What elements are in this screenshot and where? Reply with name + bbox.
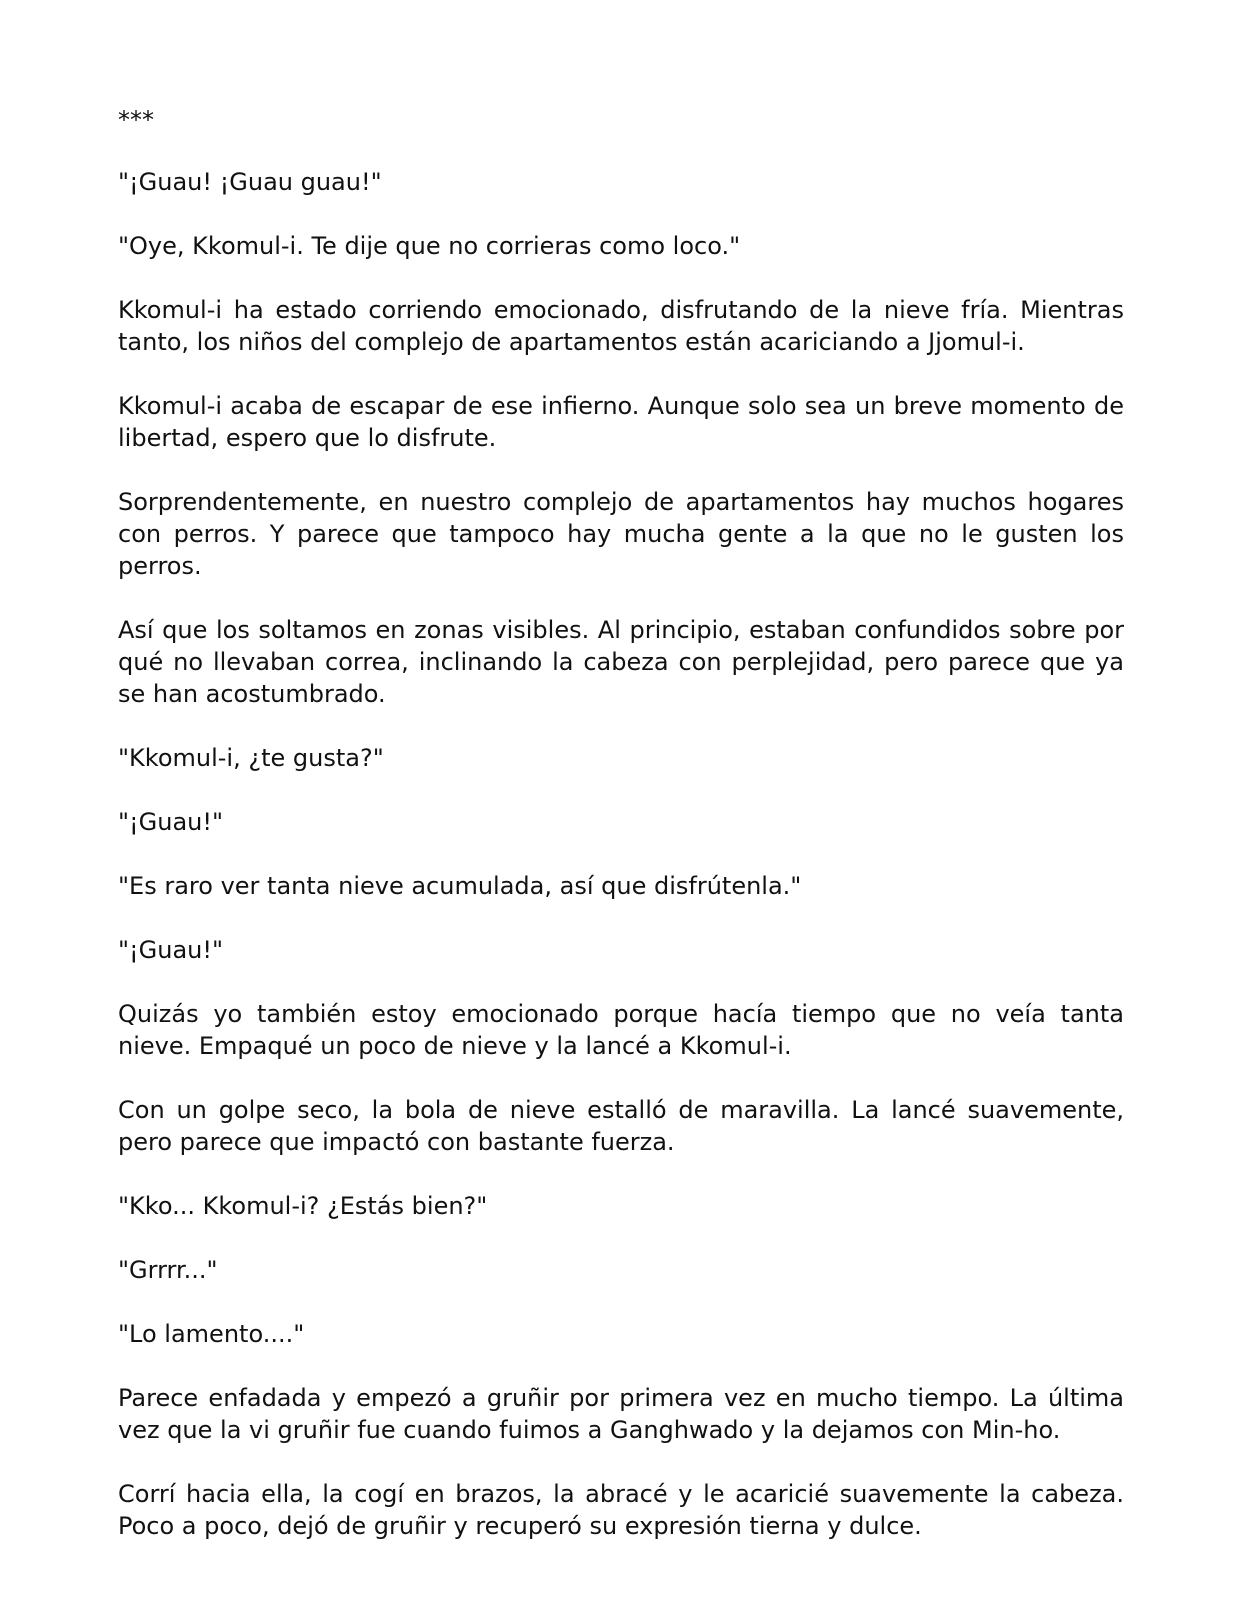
dialogue-line: "¡Guau! ¡Guau guau!": [118, 168, 382, 196]
narrative-paragraph: Así que los soltamos en zonas visibles. Al principio, estaban confundidos sobre por qué no llevaban correa, inclinando la cabeza con perplejidad, pero parece que ya se han acostumbrado.: [118, 616, 1124, 708]
dialogue-line: "Es raro ver tanta nieve acumulada, así que disfrútenla.": [118, 872, 802, 900]
narrative-paragraph: Kkomul-i acaba de escapar de ese infierno. Aunque solo sea un breve momento de libertad, espero que lo disfrute.: [118, 392, 1124, 452]
dialogue-line: "Kko... Kkomul-i? ¿Estás bien?": [118, 1192, 488, 1220]
dialogue-line: "Grrrr...": [118, 1256, 218, 1284]
dialogue-line: "Oye, Kkomul-i. Te dije que no corrieras como loco.": [118, 232, 741, 260]
document-page: [118, 104, 1124, 1574]
narrative-paragraph: Corrí hacia ella, la cogí en brazos, la abracé y le acaricié suavemente la cabeza. Poco a poco, dejó de gruñir y recuperó su expresión tierna y dulce.: [118, 1480, 1124, 1540]
dialogue-line: "¡Guau!": [118, 936, 224, 964]
narrative-paragraph: Sorprendentemente, en nuestro complejo de apartamentos hay muchos hogares con perros. Y parece que tampoco hay mucha gente a la que no le gusten los perros.: [118, 488, 1124, 580]
narrative-paragraph: Parece enfadada y empezó a gruñir por primera vez en mucho tiempo. La última vez que la vi gruñir fue cuando fuimos a Ganghwado y la dejamos con Min-ho.: [118, 1384, 1124, 1444]
scene-break: ***: [118, 106, 154, 134]
dialogue-line: "¡Guau!": [118, 808, 224, 836]
dialogue-line: "Kkomul-i, ¿te gusta?": [118, 744, 384, 772]
narrative-paragraph: Con un golpe seco, la bola de nieve estalló de maravilla. La lancé suavemente, pero parece que impactó con bastante fuerza.: [118, 1096, 1124, 1156]
dialogue-line: "Lo lamento....": [118, 1320, 305, 1348]
narrative-paragraph: Kkomul-i ha estado corriendo emocionado, disfrutando de la nieve fría. Mientras tanto, los niños del complejo de apartamentos están acariciando a Jjomul-i.: [118, 296, 1124, 356]
narrative-paragraph: Quizás yo también estoy emocionado porque hacía tiempo que no veía tanta nieve. Empaqué un poco de nieve y la lancé a Kkomul-i.: [118, 1000, 1124, 1060]
